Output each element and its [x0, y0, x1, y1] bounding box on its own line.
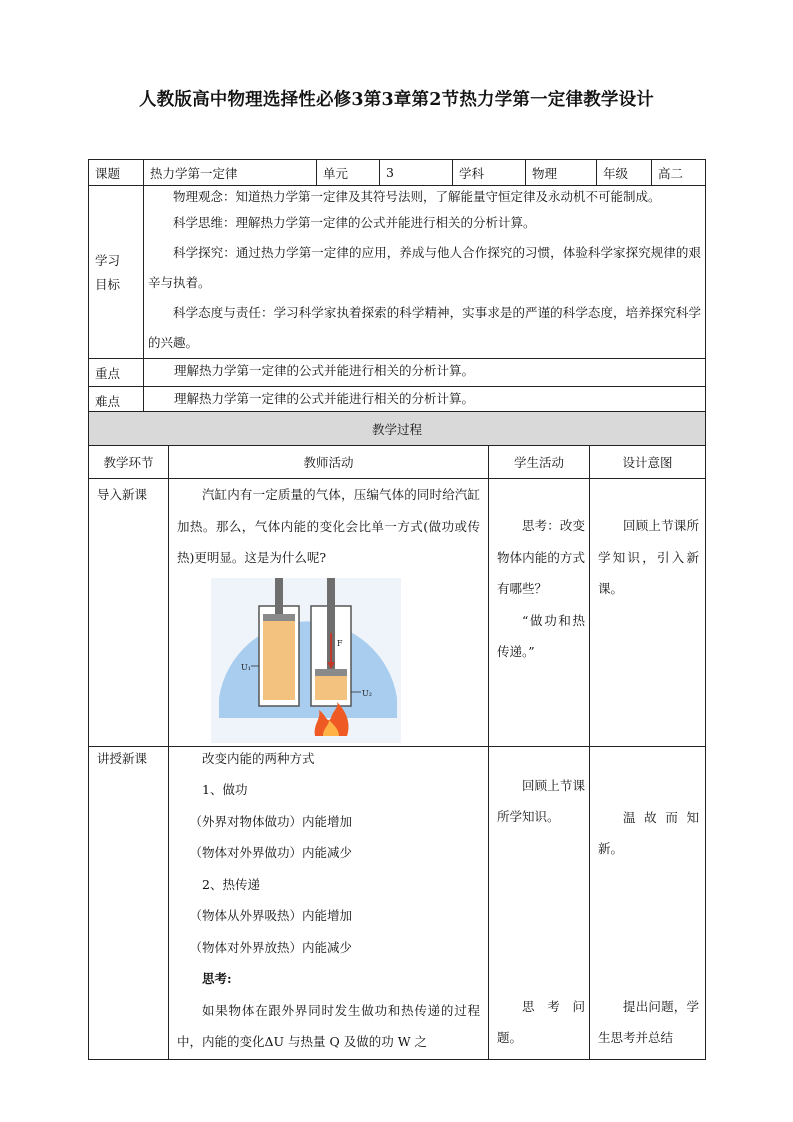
lecture-line: （物体对外界做功）内能减少 — [189, 845, 353, 860]
header-stage: 教学环节 — [89, 446, 169, 479]
piston-heating-figure — [211, 578, 401, 743]
intro-design-text: 回顾上节课所学知识，引入新课。 — [598, 518, 699, 596]
info-row — [89, 160, 706, 186]
lecture-line: 改变内能的两种方式 — [202, 750, 315, 766]
intro-student-text: 思考：改变物体内能的方式有哪些？ — [497, 518, 585, 596]
header-design: 设计意图 — [590, 446, 706, 479]
lesson-info-table — [88, 159, 706, 415]
lecture-design-text: 温 故 而 知新。 — [598, 809, 699, 856]
goal-item: 物理观念：知道热力学第一定律及其符号法则，了解能量守恒定律及永动机不可能制成。 — [173, 189, 661, 204]
lecture-line: 1、做功 — [202, 782, 248, 797]
goal-item: 科学思维：理解热力学第一定律的公式并能进行相关的分析计算。 — [173, 215, 536, 230]
lecture-design-cell — [590, 746, 706, 1059]
grade-label: 年级 — [597, 160, 652, 186]
u2-label: U₂ — [362, 688, 372, 698]
difficulty-text: 理解热力学第一定律的公式并能进行相关的分析计算。 — [144, 387, 706, 415]
lecture-teacher-cell — [169, 746, 489, 1059]
lecture-line: （物体对外界放热）内能减少 — [189, 939, 353, 955]
lecture-line: （外界对物体做功）内能增加 — [189, 813, 353, 829]
topic-value: 热力学第一定律 — [144, 160, 317, 186]
intro-student-answer: “做功和热传递。” — [497, 612, 585, 659]
lecture-student-text: 回顾上节课所学知识。 — [497, 777, 585, 824]
process-table — [88, 411, 706, 1060]
lecture-design-question: 提出问题，学生思考并总结 — [598, 998, 699, 1045]
lecture-row — [89, 746, 706, 1059]
unit-label: 单元 — [317, 160, 380, 186]
goals-label-line1: 学习 — [95, 253, 121, 268]
intro-student-cell — [489, 479, 590, 747]
lecture-student-think: 思 考 问题。 — [497, 998, 585, 1045]
key-point-label: 重点 — [89, 359, 144, 387]
key-point-row — [89, 359, 706, 387]
lecture-student-cell — [489, 746, 590, 1059]
lecture-line: 2、热传递 — [202, 876, 260, 892]
intro-design-cell — [590, 479, 706, 747]
goal-item: 科学态度与责任：学习科学家执着探索的科学精神，实事求是的严谨的科学态度，培养探究科学的兴趣。 — [148, 305, 701, 350]
intro-stage: 导入新课 — [89, 479, 169, 747]
topic-label: 课题 — [89, 160, 144, 186]
document-title: 人教版高中物理选择性必修3第3章第2节热力学第一定律教学设计 — [138, 90, 655, 110]
f-label: F — [337, 638, 343, 648]
process-heading-row — [89, 412, 706, 446]
grade-value: 高二 — [652, 160, 706, 186]
intro-row — [89, 479, 706, 747]
u1-label: U₁ — [241, 662, 251, 672]
lecture-line: （物体从外界吸热）内能增加 — [189, 908, 353, 923]
goals-label-line2: 目标 — [95, 277, 121, 292]
difficulty-label: 难点 — [89, 387, 144, 415]
lecture-stage: 讲授新课 — [89, 746, 169, 1059]
think-text: 如果物体在跟外界同时发生做功和热传递的过程中，内能的变化ΔU 与热量 Q 及做的功 W 之 — [177, 1002, 480, 1049]
unit-value: 3 — [380, 160, 453, 186]
goals-content — [144, 186, 706, 359]
process-heading: 教学过程 — [89, 412, 706, 446]
header-student: 学生活动 — [489, 446, 590, 479]
goals-row — [89, 186, 706, 359]
goals-label — [89, 186, 144, 359]
intro-teacher-cell — [169, 479, 489, 747]
subject-label: 学科 — [453, 160, 526, 186]
subject-value: 物理 — [526, 160, 597, 186]
process-header-row — [89, 446, 706, 479]
intro-teacher-text: 汽缸内有一定质量的气体，压编气体的同时给汽缸加热。那么，气体内能的变化会比单一方式(做功或传热)更明显。这是为什么呢? — [177, 487, 480, 565]
header-teacher: 教师活动 — [169, 446, 489, 479]
key-point-text: 理解热力学第一定律的公式并能进行相关的分析计算。 — [144, 359, 706, 387]
think-label: 思考: — [202, 971, 232, 986]
goal-item: 科学探究：通过热力学第一定律的应用，养成与他人合作探究的习惯，体验科学家探究规律的艰辛与执着。 — [148, 245, 701, 290]
